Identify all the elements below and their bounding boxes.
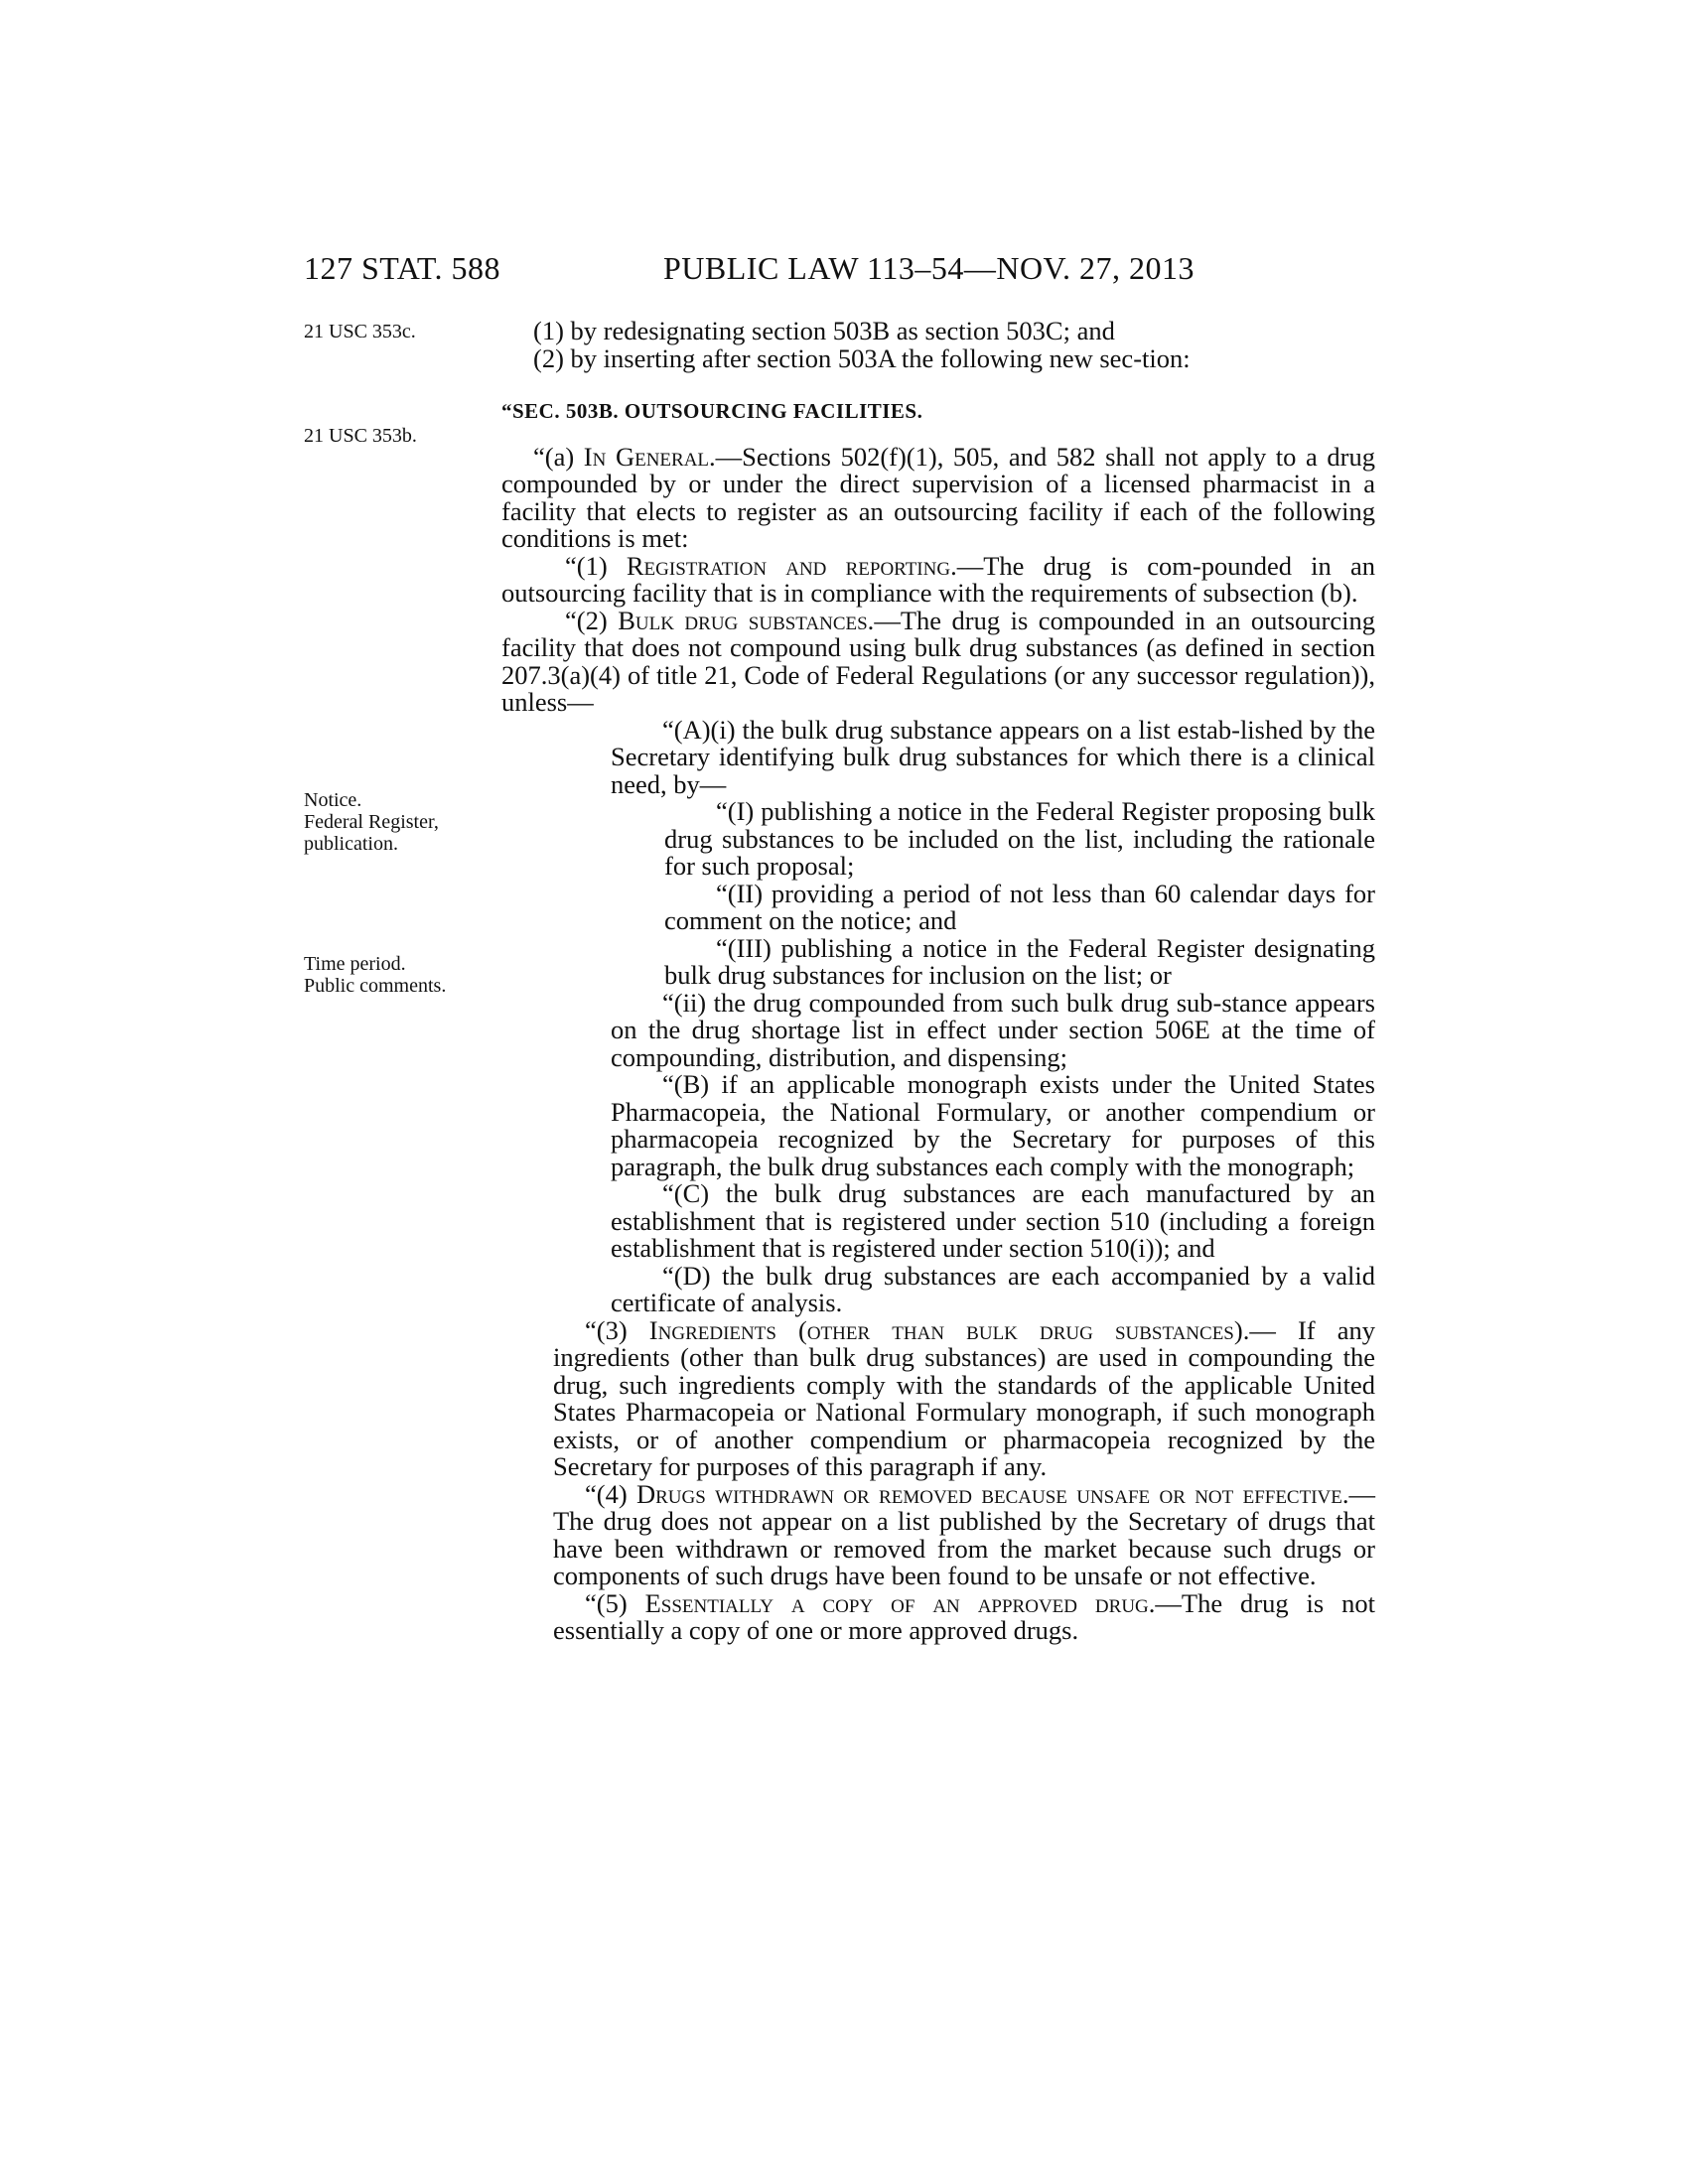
paragraph-text: —The drug is com-pounded in an outsourcing facility that is in compliance with the requirements of subsection (b).	[501, 550, 1375, 608]
paragraph-text: —The drug is not essentially a copy of one or more approved drugs.	[553, 1587, 1375, 1645]
subclause-III: “(III) publishing a notice in the Federal Register designating bulk drug substances for inclusion on the list; or	[664, 932, 1375, 990]
paragraph-text: —The drug is compounded in an outsourcing facility that does not compound using bulk drug substances (as defined in section 207.3(a)(4) of title 21, Code of Federal Regulations (or any successor regulation)), unless—	[501, 605, 1375, 717]
subsection-prefix: “(a)	[533, 441, 584, 472]
paragraph-prefix: “(5)	[585, 1587, 645, 1618]
main-text-column	[501, 318, 1375, 1645]
paragraph-text: — If any ingredients (other than bulk drug substances) are used in compounding the drug, such ingredients comply with the standards of the applicable United States Pharmacopeia or National Formulary monograph, if such monograph exists, or of another compendium or pharmacopeia recognized by the Secretary for purposes of this paragraph if any.	[553, 1314, 1375, 1481]
paragraph-prefix: “(1)	[565, 550, 627, 581]
margin-note-time-period	[304, 953, 492, 997]
amendment-item-2: (2) by inserting after section 503A the following new sec-tion:	[533, 342, 1191, 373]
amendment-item-1: (1) by redesignating section 503B as section 503C; and	[533, 316, 1115, 345]
margin-note-line: publication.	[304, 833, 398, 855]
subparagraph-C: “(C) the bulk drug substances are each manufactured by an establishment that is registered under section 510 (including a foreign establishment that is registered under section 510(i)); and	[611, 1178, 1375, 1263]
paragraph-tag: Essentially a copy of an approved drug.	[644, 1587, 1156, 1618]
paragraph-text: —The drug does not appear on a list published by the Secretary of drugs that have been withdrawn or removed from the market because such drugs or components of such drugs have been found to be unsafe or not effective.	[553, 1478, 1375, 1590]
margin-note-usc-353b: 21 USC 353b.	[304, 425, 417, 447]
margin-note-line: Time period.	[304, 953, 406, 975]
paragraph-5	[501, 1587, 1375, 1645]
subparagraph-A-i: “(A)(i) the bulk drug substance appears on a list estab-lished by the Secretary identifying bulk drug substances for which there is a clinical need, by—	[611, 714, 1375, 799]
paragraph-4	[501, 1478, 1375, 1590]
paragraph-tag: Drugs withdrawn or removed because unsafe or not effective.	[636, 1478, 1349, 1509]
paragraph-prefix: “(4)	[585, 1478, 636, 1509]
subsection-tag: In General.	[583, 441, 716, 472]
page-title: PUBLIC LAW 113–54—NOV. 27, 2013	[663, 250, 1196, 286]
paragraph-tag: Bulk drug substances.	[618, 605, 875, 635]
subclause-I: “(I) publishing a notice in the Federal Register proposing bulk drug substances to be included on the list, including the rationale for such proposal;	[664, 796, 1375, 881]
subsection-text: —Sections 502(f)(1), 505, and 582 shall not apply to a drug compounded by or under the direct supervision of a licensed pharmacist in a facility that elects to register as an outsourcing facility if each of the following conditions is met:	[501, 441, 1375, 553]
section-heading: “SEC. 503B. OUTSOURCING FACILITIES.	[501, 399, 923, 423]
margin-note-usc-353c: 21 USC 353c.	[304, 321, 416, 342]
margin-note-line: Notice.	[304, 789, 362, 811]
paragraph-prefix: “(3)	[585, 1314, 649, 1345]
subsection-a	[501, 441, 1375, 553]
margin-note-notice	[304, 789, 492, 855]
subparagraph-B: “(B) if an applicable monograph exists under the United States Pharmacopeia, the National Formulary, or another compendium or pharmacopeia recognized by the Secretary for purposes of this paragraph, the bulk drug substances each comply with the monograph;	[611, 1069, 1375, 1181]
page-stat-number: 127 STAT. 588	[304, 250, 501, 286]
paragraph-tag: Ingredients (other than bulk drug substances).	[648, 1314, 1250, 1345]
paragraph-prefix: “(2)	[565, 605, 619, 635]
paragraph-2	[501, 605, 1375, 717]
clause-ii: “(ii) the drug compounded from such bulk drug sub-stance appears on the drug shortage list in effect under section 506E at the time of compounding, distribution, and dispensing;	[611, 987, 1375, 1072]
paragraph-tag: Registration and reporting.	[626, 550, 957, 581]
subparagraph-D: “(D) the bulk drug substances are each accompanied by a valid certificate of analysis.	[611, 1260, 1375, 1317]
paragraph-3	[501, 1314, 1375, 1481]
margin-note-line: Federal Register,	[304, 811, 439, 833]
subclause-II: “(II) providing a period of not less than 60 calendar days for comment on the notice; and	[664, 878, 1375, 935]
paragraph-1	[501, 550, 1375, 608]
margin-note-line: Public comments.	[304, 975, 447, 997]
